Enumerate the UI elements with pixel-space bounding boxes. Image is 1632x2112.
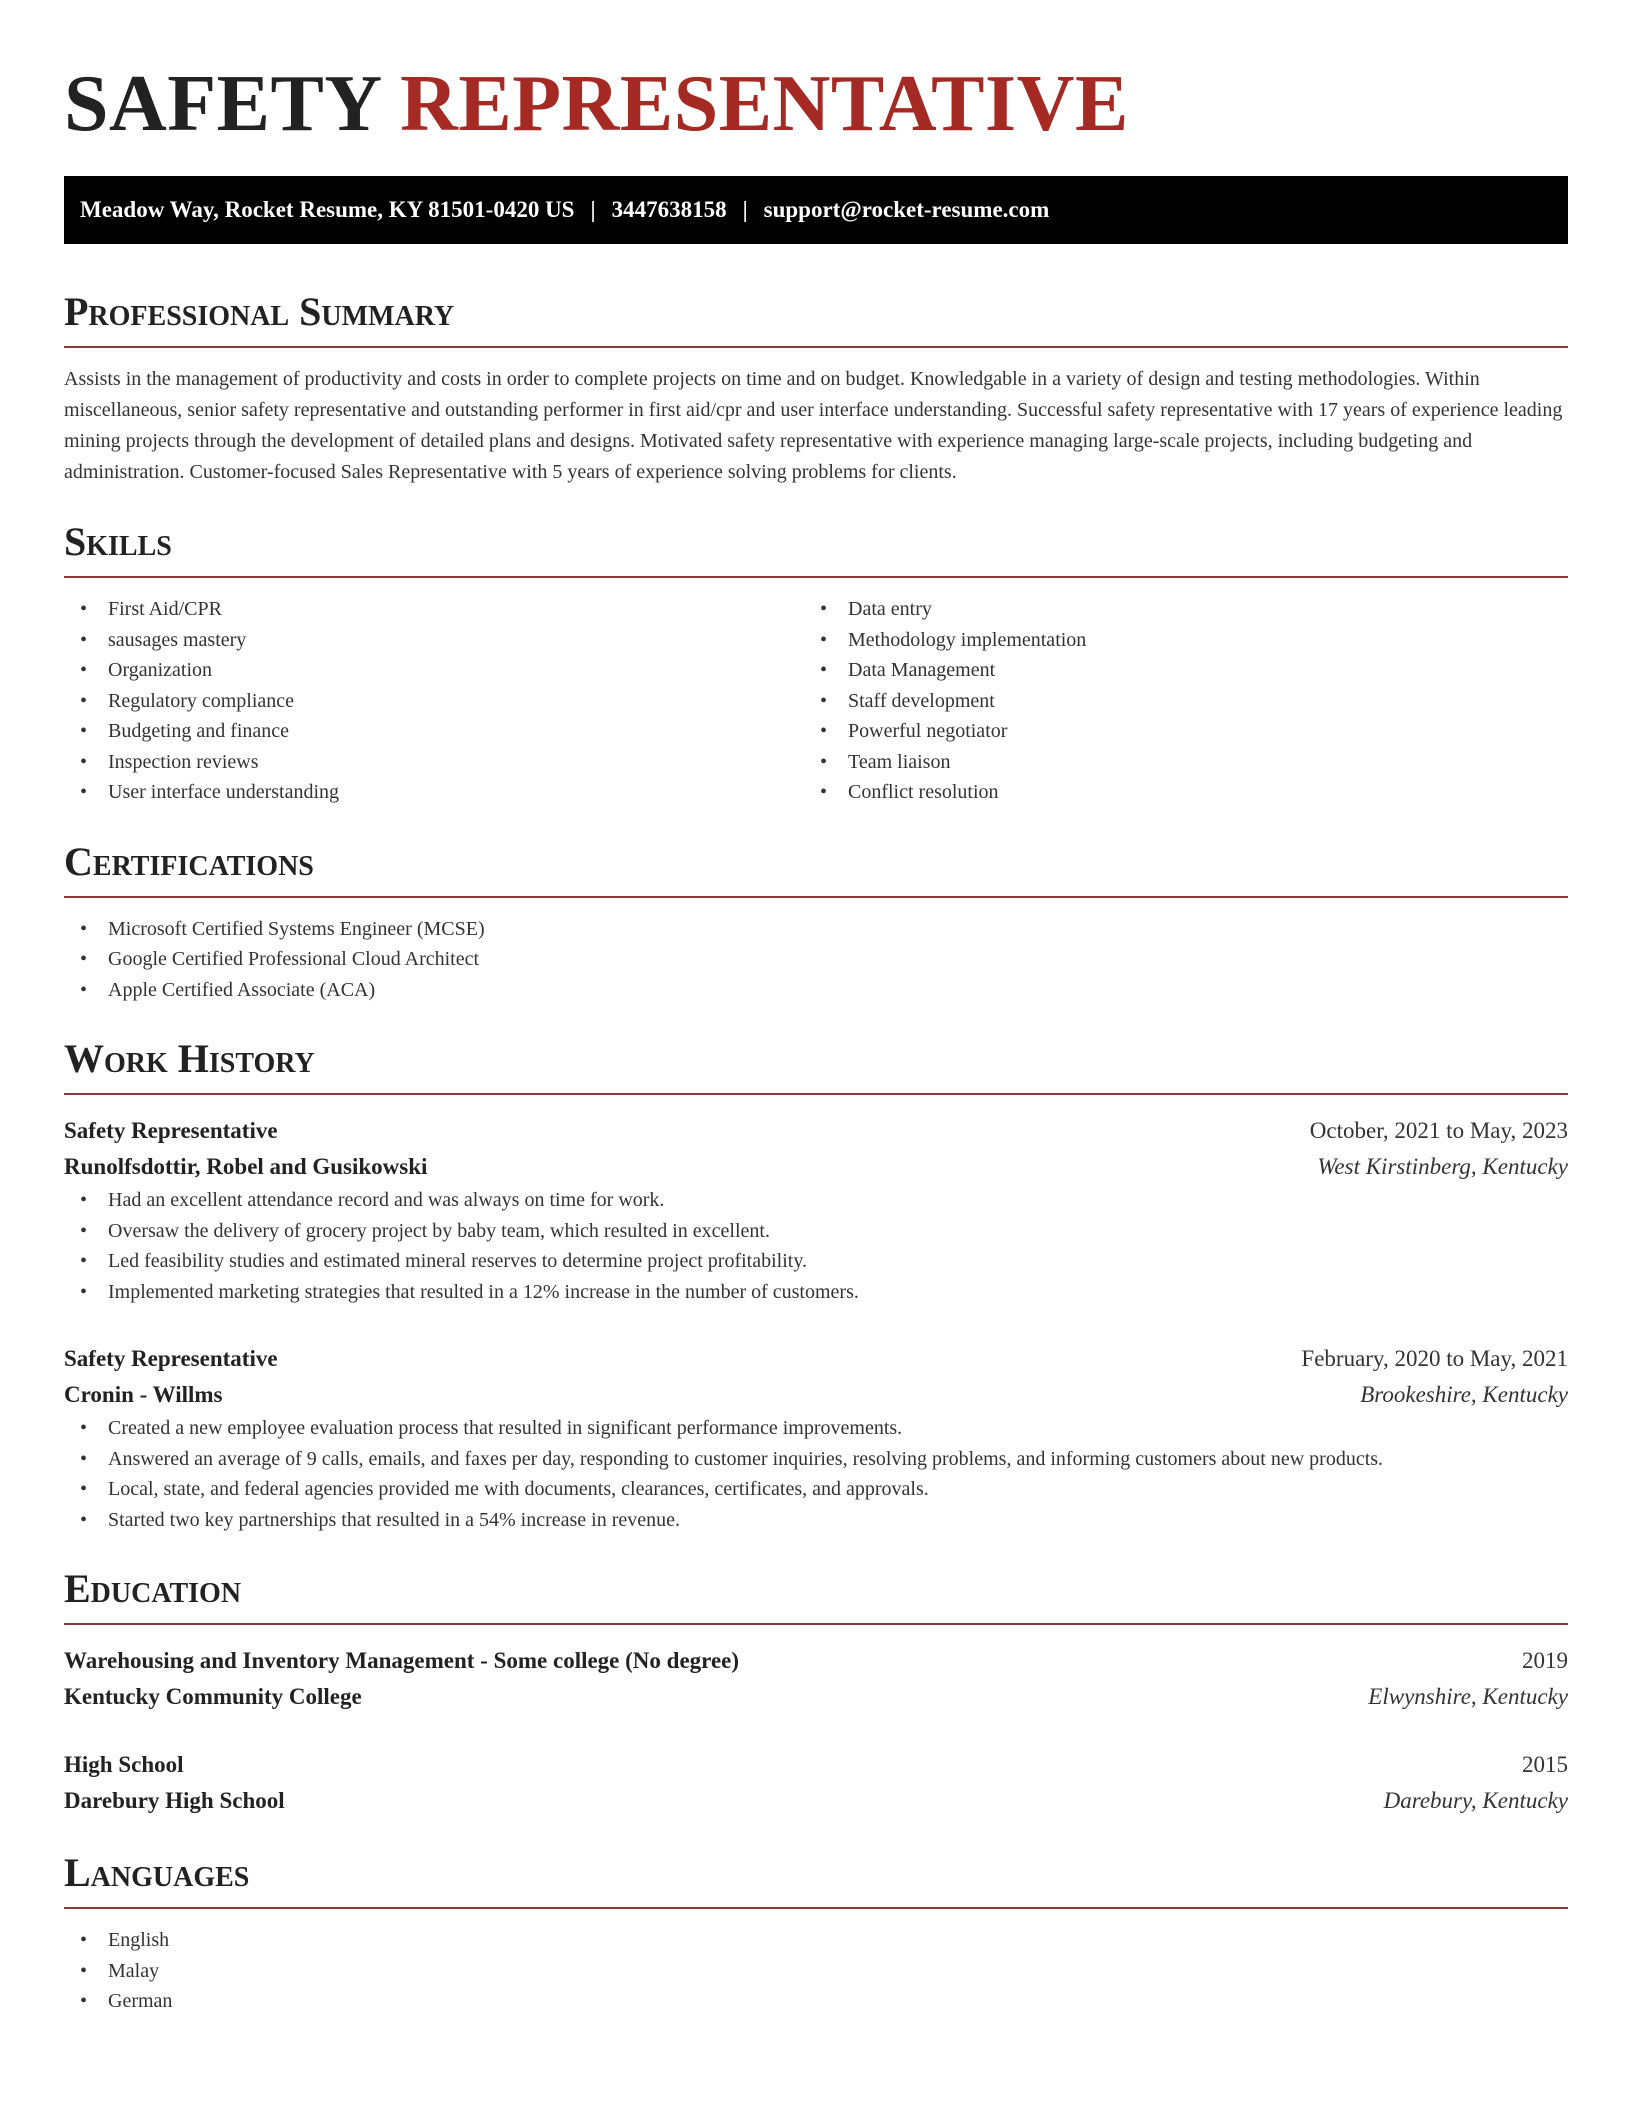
skills-heading: Skills <box>64 519 172 564</box>
work-history-section <box>64 1033 1568 1535</box>
section-divider <box>64 1623 1568 1625</box>
section-divider <box>64 1907 1568 1909</box>
skill-item: • Conflict resolution <box>804 777 1544 808</box>
degree-name: High School <box>64 1752 184 1777</box>
certifications-heading: Certifications <box>64 838 314 884</box>
education-entry <box>64 1747 1568 1819</box>
section-divider <box>64 1093 1568 1095</box>
contact-phone: 3447638158 <box>611 197 727 222</box>
job-bullet: • Local, state, and federal agencies provided me with documents, clearances, certificates, and approvals. <box>64 1474 1568 1505</box>
skill-item: • Regulatory compliance <box>64 686 804 717</box>
languages-section <box>64 1847 1568 2017</box>
contact-email: support@rocket-resume.com <box>763 197 1050 222</box>
job-bullets <box>64 1413 1568 1535</box>
skill-item: • Powerful negotiator <box>804 716 1544 747</box>
resume-title <box>64 0 1568 150</box>
job-bullet: • Created a new employee evaluation process that resulted in significant performance improvements. <box>64 1413 1568 1444</box>
job-title-row <box>64 1113 1568 1149</box>
skills-section <box>64 516 1568 808</box>
job-title-row <box>64 1341 1568 1377</box>
skill-item: • Budgeting and finance <box>64 716 804 747</box>
certification-item: • Google Certified Professional Cloud Architect <box>64 944 1568 975</box>
skill-item: • Inspection reviews <box>64 747 804 778</box>
skill-item: • Organization <box>64 655 804 686</box>
school-location: Elwynshire, Kentucky <box>1368 1684 1568 1709</box>
work-history-heading: Work History <box>64 1036 315 1081</box>
job-dates: February, 2020 to May, 2021 <box>1301 1346 1568 1371</box>
school-name: Kentucky Community College <box>64 1684 362 1709</box>
job-dates: October, 2021 to May, 2023 <box>1309 1118 1568 1143</box>
languages-heading: Languages <box>64 1850 250 1895</box>
job-bullet: • Answered an average of 9 calls, emails, and faxes per day, responding to customer inquiries, resolving problems, and informing customers about new products. <box>64 1444 1568 1475</box>
education-entry <box>64 1643 1568 1715</box>
school-row <box>64 1679 1568 1715</box>
school-name: Darebury High School <box>64 1788 285 1813</box>
contact-separator: | <box>742 197 748 222</box>
summary-text: Assists in the management of productivity and costs in order to complete projects on time and on budget. Knowledgable in a variety of design and testing methodologies. Within miscellaneous, senior safety representative and outstanding performer in first aid/cpr and user interface understanding. Successful safety representative with 17 years of experience leading mining projects through the development of detailed plans and designs. Motivated safety representative with experience managing large-scale projects, including budgeting and administration. Customer-focused Sales Representative with 5 years of experience solving problems for clients. <box>64 368 1563 483</box>
job-bullets <box>64 1185 1568 1307</box>
certification-item: • Apple Certified Associate (ACA) <box>64 975 1568 1006</box>
resume-page <box>64 0 1568 2017</box>
skill-item: • sausages mastery <box>64 625 804 656</box>
skill-item: • Data Management <box>804 655 1544 686</box>
degree-row <box>64 1643 1568 1679</box>
job-bullet: • Led feasibility studies and estimated mineral reserves to determine project profitability. <box>64 1246 1568 1277</box>
skills-columns <box>64 594 1568 808</box>
job-entry <box>64 1341 1568 1535</box>
skills-left-list <box>64 594 804 808</box>
summary-heading: Professional Summary <box>64 289 455 334</box>
section-divider <box>64 346 1568 348</box>
title-part-2: REPRESENTATIVE <box>400 60 1129 148</box>
degree-name: Warehousing and Inventory Management - Some college (No degree) <box>64 1648 740 1673</box>
contact-bar <box>64 176 1568 244</box>
skill-item: • First Aid/CPR <box>64 594 804 625</box>
job-bullet: • Oversaw the delivery of grocery project by baby team, which resulted in excellent. <box>64 1216 1568 1247</box>
job-location: West Kirstinberg, Kentucky <box>1317 1154 1568 1179</box>
skill-item: • Data entry <box>804 594 1544 625</box>
certifications-section <box>64 836 1568 1006</box>
section-divider <box>64 896 1568 898</box>
job-bullet: • Implemented marketing strategies that resulted in a 12% increase in the number of customers. <box>64 1277 1568 1308</box>
language-item: • German <box>64 1986 1568 2017</box>
contact-address: Meadow Way, Rocket Resume, KY 81501-0420 US <box>80 197 575 222</box>
school-row <box>64 1783 1568 1819</box>
skill-item: • Methodology implementation <box>804 625 1544 656</box>
title-part-1: SAFETY <box>64 60 380 148</box>
degree-row <box>64 1747 1568 1783</box>
education-section <box>64 1563 1568 1819</box>
job-bullet: • Started two key partnerships that resulted in a 54% increase in revenue. <box>64 1505 1568 1536</box>
school-location: Darebury, Kentucky <box>1383 1788 1568 1813</box>
contact-separator: | <box>590 197 596 222</box>
languages-list <box>64 1925 1568 2017</box>
certification-item: • Microsoft Certified Systems Engineer (MCSE) <box>64 914 1568 945</box>
skills-right-list <box>804 594 1544 808</box>
skill-item: • Team liaison <box>804 747 1544 778</box>
job-company-row <box>64 1377 1568 1413</box>
summary-section <box>64 286 1568 488</box>
job-company: Cronin - Willms <box>64 1382 223 1407</box>
skill-item: • User interface understanding <box>64 777 804 808</box>
job-title: Safety Representative <box>64 1118 278 1143</box>
job-title: Safety Representative <box>64 1346 278 1371</box>
job-company-row <box>64 1149 1568 1185</box>
degree-year: 2019 <box>1522 1648 1568 1673</box>
certifications-list <box>64 914 1568 1006</box>
education-heading: Education <box>64 1566 242 1611</box>
job-entry <box>64 1113 1568 1307</box>
degree-year: 2015 <box>1522 1752 1568 1777</box>
language-item: • English <box>64 1925 1568 1956</box>
language-item: • Malay <box>64 1956 1568 1987</box>
job-location: Brookeshire, Kentucky <box>1360 1382 1568 1407</box>
section-divider <box>64 576 1568 578</box>
skill-item: • Staff development <box>804 686 1544 717</box>
job-company: Runolfsdottir, Robel and Gusikowski <box>64 1154 428 1179</box>
job-bullet: • Had an excellent attendance record and was always on time for work. <box>64 1185 1568 1216</box>
